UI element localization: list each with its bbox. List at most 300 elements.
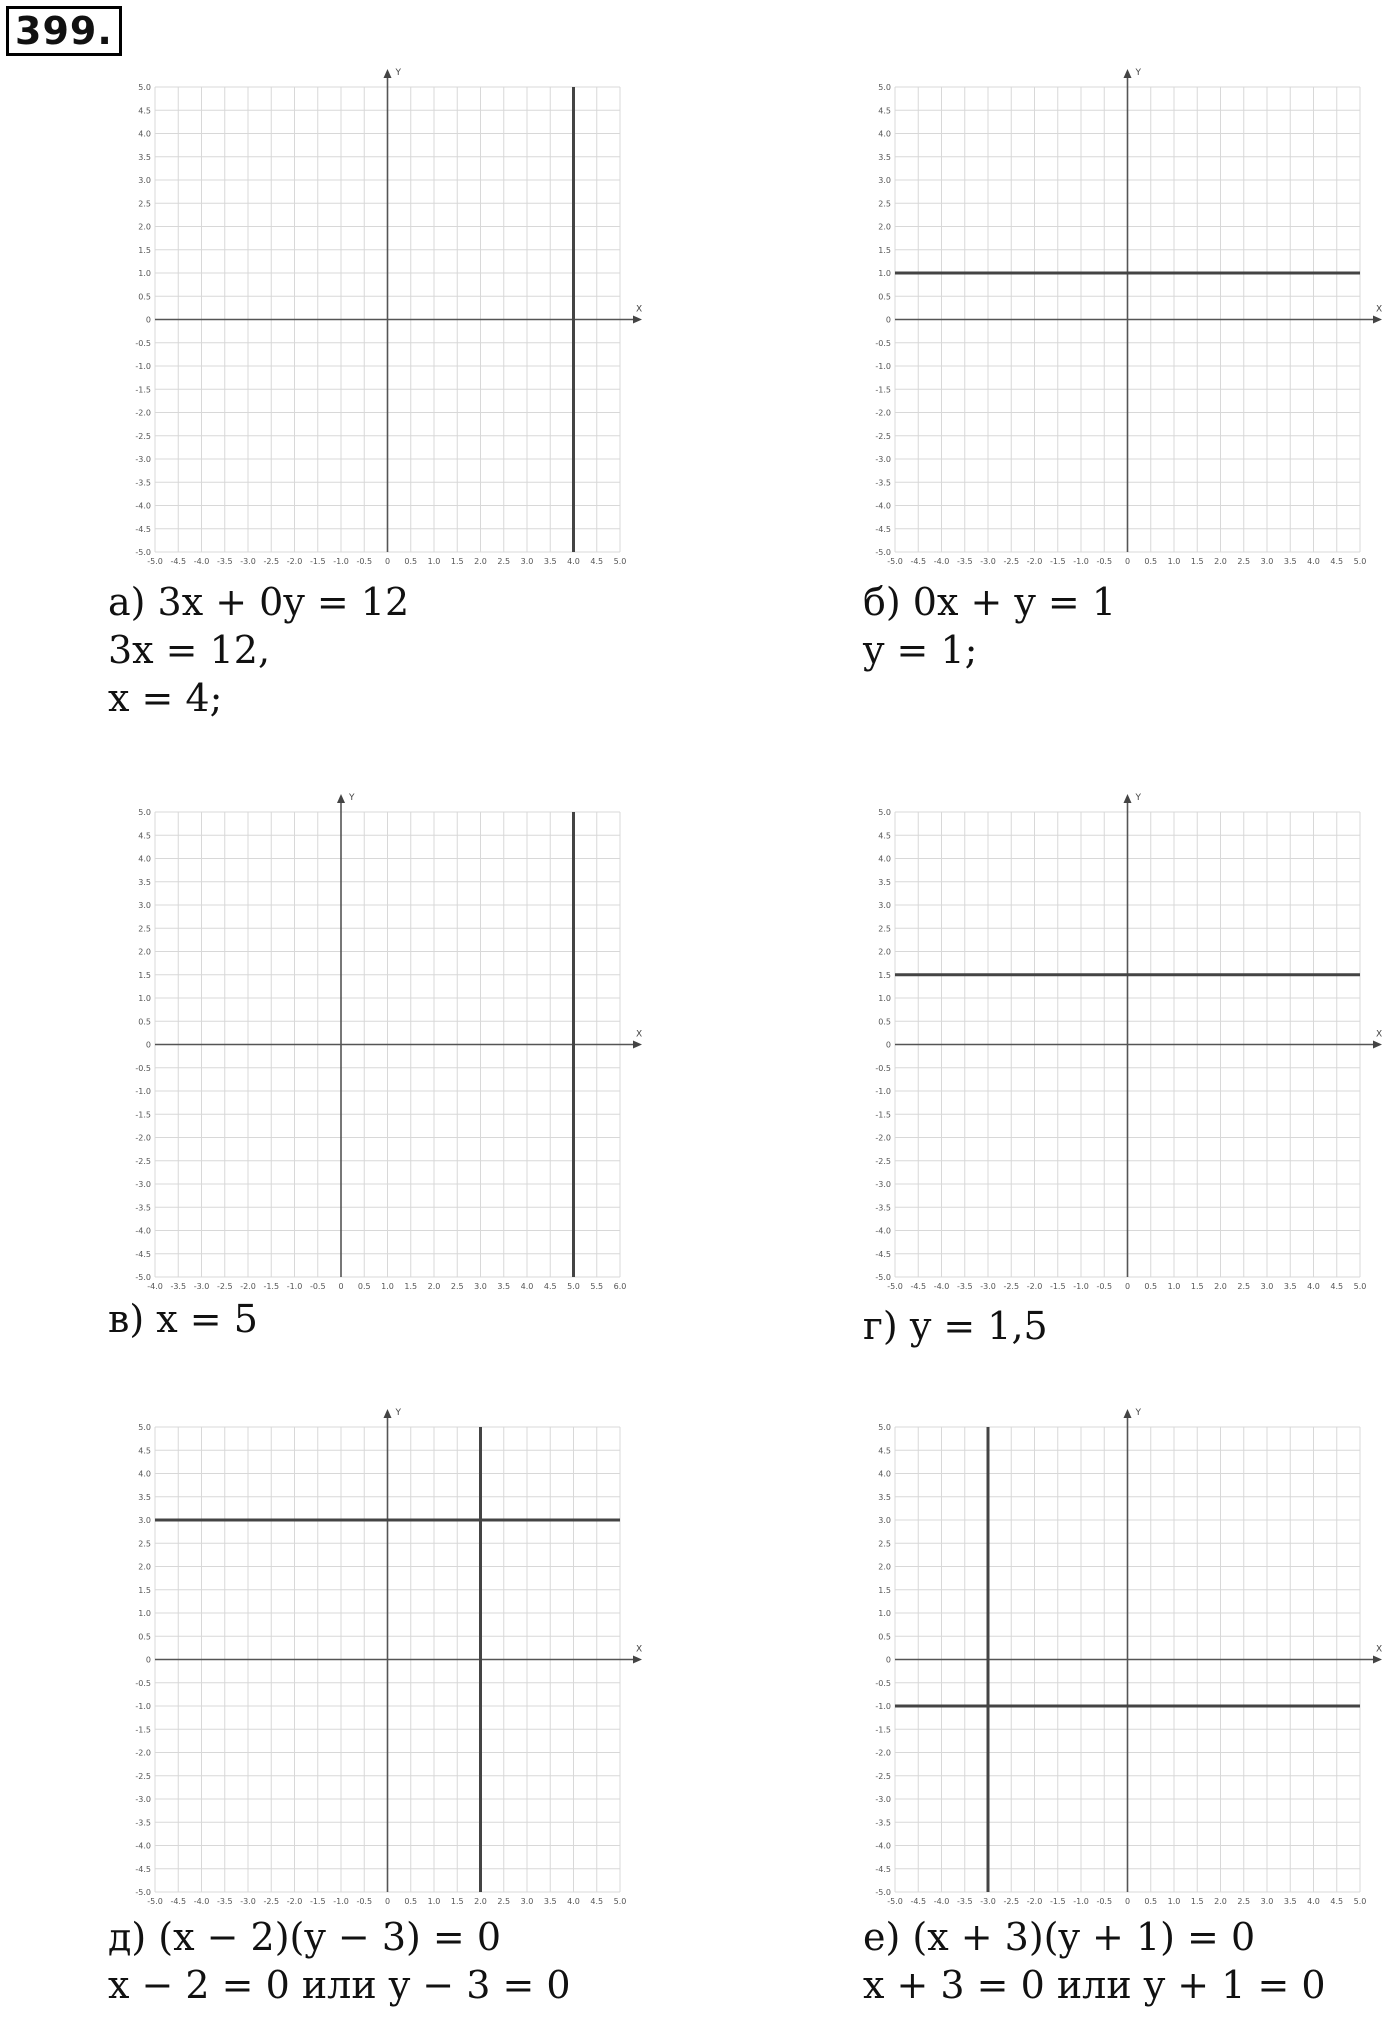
y-tick-label: 0 [145, 315, 151, 325]
x-tick-label: -1.5 [1049, 557, 1066, 566]
x-tick-label: -5.0 [147, 557, 163, 566]
y-tick-label: 2.0 [878, 947, 891, 957]
y-tick-label: 4.5 [878, 831, 891, 841]
y-tick-label: 3.5 [138, 152, 151, 162]
y-tick-label: 3.0 [138, 901, 151, 910]
equation-line: в) x = 5 [108, 1297, 258, 1341]
y-tick-label: -5.0 [135, 548, 151, 557]
x-tick-label: 4.5 [1330, 1282, 1344, 1291]
y-tick-label: 0.5 [878, 292, 891, 302]
x-tick-label: -4.5 [910, 557, 927, 566]
x-tick-label: 4.0 [1307, 1282, 1320, 1291]
y-tick-label: 5.0 [138, 808, 151, 817]
x-tick-label: -1.5 [309, 1897, 326, 1906]
y-tick-label: -1.5 [875, 385, 891, 395]
y-tick-label: 5.0 [878, 808, 891, 817]
x-axis-arrow [633, 1656, 642, 1664]
x-tick-label: 2.5 [1237, 557, 1251, 566]
y-tick-label: -4.0 [875, 1226, 891, 1236]
x-tick-label: -0.5 [1096, 1282, 1113, 1291]
x-tick-label: 4.5 [1330, 557, 1344, 566]
x-tick-label: -2.5 [1003, 1897, 1020, 1906]
y-tick-label: -0.5 [875, 338, 891, 348]
x-tick-label: -3.0 [193, 1282, 210, 1291]
y-tick-label: -3.5 [135, 478, 151, 488]
x-tick-label: -4.0 [933, 557, 950, 566]
x-tick-label: 0 [384, 1897, 391, 1906]
equation-line: а) 3x + 0y = 12 [108, 580, 410, 624]
problem-number: 399. [6, 6, 122, 56]
y-tick-label: -5.0 [875, 548, 891, 557]
y-tick-label: -4.0 [135, 1226, 151, 1236]
x-tick-label: -4.5 [170, 557, 187, 566]
y-tick-label: -1.5 [135, 385, 151, 395]
x-tick-label: -0.5 [309, 1282, 326, 1291]
x-tick-label: 1.5 [1190, 1282, 1204, 1291]
x-tick-label: 3.5 [1283, 1897, 1297, 1906]
y-axis-arrow [384, 1409, 392, 1418]
y-axis-label: Y [349, 793, 355, 803]
y-tick-label: 1.0 [138, 1609, 151, 1618]
y-tick-label: -1.0 [875, 1702, 891, 1711]
x-tick-label: -3.5 [216, 1897, 233, 1906]
x-tick-label: 2.0 [1214, 1282, 1227, 1291]
y-tick-label: -4.5 [875, 1864, 891, 1874]
equation-line: г) y = 1,5 [863, 1304, 1048, 1348]
y-tick-label: 2.0 [878, 1562, 891, 1572]
x-tick-label: 1.5 [1190, 557, 1204, 566]
y-tick-label: -4.0 [875, 1841, 891, 1851]
x-tick-label: 3.5 [1283, 557, 1297, 566]
x-tick-label: 0.5 [357, 1282, 371, 1291]
y-tick-label: -1.5 [135, 1725, 151, 1735]
y-tick-label: 0 [885, 1040, 891, 1050]
y-tick-label: 2.5 [138, 924, 151, 934]
y-tick-label: 4.0 [878, 129, 891, 139]
x-tick-label: 5.0 [567, 1282, 580, 1291]
x-tick-label: -3.5 [956, 1897, 973, 1906]
y-tick-label: -2.5 [135, 1771, 151, 1781]
x-tick-label: 4.0 [567, 1897, 580, 1906]
y-tick-label: 1.0 [138, 269, 151, 278]
x-axis-arrow [1373, 1041, 1382, 1049]
x-tick-label: -2.0 [1026, 557, 1043, 566]
y-axis-label: Y [1135, 68, 1141, 78]
y-tick-label: -3.0 [875, 1180, 891, 1189]
x-tick-label: 1.5 [450, 1897, 464, 1906]
y-tick-label: 3.0 [138, 176, 151, 185]
y-tick-label: 1.5 [138, 1585, 151, 1595]
x-tick-label: 5.0 [613, 557, 627, 566]
x-tick-label: -4.0 [147, 1282, 163, 1291]
y-tick-label: 4.0 [138, 129, 151, 139]
x-tick-label: 1.5 [1190, 1897, 1204, 1906]
x-tick-label: 2.5 [497, 557, 511, 566]
y-tick-label: -0.5 [875, 1063, 891, 1073]
y-tick-label: 3.5 [138, 877, 151, 887]
x-tick-label: 1.5 [404, 1282, 418, 1291]
x-tick-label: -4.0 [933, 1897, 950, 1906]
x-tick-label: 2.5 [497, 1897, 511, 1906]
y-tick-label: 1.5 [138, 245, 151, 255]
y-tick-label: 3.0 [138, 1516, 151, 1525]
y-tick-label: 3.5 [878, 152, 891, 162]
x-tick-label: -0.5 [1096, 1897, 1113, 1906]
y-tick-label: 1.5 [138, 970, 151, 980]
y-tick-label: 0 [885, 1655, 891, 1665]
x-tick-label: -5.0 [147, 1897, 163, 1906]
y-tick-label: 2.5 [878, 924, 891, 934]
equation-part-d [108, 1913, 571, 2009]
y-tick-label: -3.5 [875, 1818, 891, 1828]
y-tick-label: 0.5 [138, 1632, 151, 1642]
x-tick-label: 3.5 [543, 557, 557, 566]
y-axis-label: Y [395, 1408, 401, 1418]
x-tick-label: 3.0 [520, 1897, 534, 1906]
x-tick-label: -2.5 [1003, 1282, 1020, 1291]
x-axis-label: X [1376, 1029, 1383, 1040]
y-tick-label: -3.0 [135, 455, 151, 464]
x-tick-label: 3.5 [497, 1282, 511, 1291]
x-axis-arrow [1373, 316, 1382, 324]
x-tick-label: -0.5 [356, 1897, 373, 1906]
y-tick-label: 4.0 [878, 854, 891, 864]
y-tick-label: 2.0 [138, 1562, 151, 1572]
x-tick-label: 4.0 [1307, 1897, 1320, 1906]
x-tick-label: 4.0 [1307, 557, 1320, 566]
x-axis-label: X [1376, 1644, 1383, 1655]
x-tick-label: 4.0 [567, 557, 580, 566]
y-axis-arrow [384, 69, 392, 78]
y-tick-label: 2.5 [878, 199, 891, 209]
x-tick-label: -2.5 [263, 557, 280, 566]
y-tick-label: -4.0 [135, 501, 151, 511]
y-tick-label: 2.0 [138, 222, 151, 232]
y-tick-label: 1.0 [878, 994, 891, 1003]
y-tick-label: 2.5 [878, 1539, 891, 1549]
y-tick-label: 1.0 [878, 1609, 891, 1618]
x-axis-arrow [633, 1041, 642, 1049]
x-tick-label: 1.0 [1167, 1282, 1181, 1291]
y-tick-label: -5.0 [135, 1888, 151, 1897]
y-tick-label: -1.5 [875, 1110, 891, 1120]
y-tick-label: 3.0 [878, 176, 891, 185]
equation-line: е) (x + 3)(y + 1) = 0 [863, 1915, 1256, 1959]
x-tick-label: 1.0 [1167, 1897, 1181, 1906]
equation-part-v [108, 1295, 258, 1343]
equation-line: x + 3 = 0 или y + 1 = 0 [863, 1963, 1326, 2007]
x-tick-label: 2.0 [474, 557, 487, 566]
y-tick-label: -1.0 [135, 362, 151, 371]
x-tick-label: 2.0 [427, 1282, 441, 1291]
x-tick-label: -3.0 [240, 1897, 256, 1906]
y-tick-label: 4.5 [138, 831, 151, 841]
y-tick-label: -2.0 [875, 1133, 891, 1143]
graph-part-b [850, 55, 1390, 585]
y-tick-label: -3.0 [135, 1180, 151, 1189]
x-tick-label: -3.5 [170, 1282, 187, 1291]
x-tick-label: 6.0 [613, 1282, 627, 1291]
x-tick-label: 2.5 [450, 1282, 464, 1291]
x-tick-label: 2.0 [1214, 557, 1227, 566]
x-tick-label: -1.5 [1049, 1897, 1066, 1906]
y-tick-label: 1.5 [878, 1585, 891, 1595]
x-tick-label: -2.5 [263, 1897, 280, 1906]
x-tick-label: -0.5 [356, 557, 373, 566]
y-tick-label: 3.0 [878, 901, 891, 910]
y-tick-label: 4.5 [878, 106, 891, 116]
x-tick-label: 5.0 [1353, 557, 1367, 566]
x-tick-label: -2.0 [1026, 1897, 1043, 1906]
x-tick-label: 0.5 [404, 557, 418, 566]
x-tick-label: 2.0 [474, 1897, 487, 1906]
y-tick-label: -5.0 [875, 1888, 891, 1897]
x-axis-label: X [1376, 304, 1383, 315]
equation-line: x = 4; [108, 676, 223, 720]
y-tick-label: -3.0 [875, 455, 891, 464]
y-tick-label: -4.5 [875, 524, 891, 534]
equation-line: д) (x − 2)(y − 3) = 0 [108, 1915, 502, 1959]
y-axis-label: Y [1135, 793, 1141, 803]
y-tick-label: -3.5 [135, 1818, 151, 1828]
x-tick-label: 3.5 [543, 1897, 557, 1906]
x-tick-label: 2.0 [1214, 1897, 1227, 1906]
graph-part-a [110, 55, 650, 585]
x-tick-label: -1.5 [263, 1282, 280, 1291]
x-tick-label: -1.0 [1073, 1282, 1089, 1291]
x-tick-label: -4.0 [193, 557, 210, 566]
y-axis-arrow [1124, 1409, 1132, 1418]
x-tick-label: 1.5 [450, 557, 464, 566]
equation-part-a [108, 578, 409, 722]
y-tick-label: 4.0 [138, 1469, 151, 1479]
y-tick-label: 1.0 [138, 994, 151, 1003]
equation-line: б) 0x + y = 1 [863, 580, 1117, 624]
y-tick-label: -2.0 [875, 1748, 891, 1758]
x-axis-label: X [636, 1029, 643, 1040]
y-tick-label: 1.5 [878, 970, 891, 980]
graph-part-e [850, 1395, 1390, 1925]
x-tick-label: 0 [1124, 1897, 1131, 1906]
x-tick-label: -2.5 [216, 1282, 233, 1291]
y-tick-label: 3.0 [878, 1516, 891, 1525]
x-tick-label: 0.5 [1144, 1282, 1158, 1291]
x-tick-label: 5.0 [613, 1897, 627, 1906]
x-tick-label: -1.0 [1073, 1897, 1089, 1906]
y-tick-label: -1.0 [875, 1087, 891, 1096]
x-tick-label: -2.5 [1003, 557, 1020, 566]
y-tick-label: 0 [145, 1040, 151, 1050]
x-tick-label: 2.5 [1237, 1897, 1251, 1906]
x-tick-label: -4.0 [193, 1897, 210, 1906]
x-axis-label: X [636, 304, 643, 315]
x-tick-label: 4.5 [590, 1897, 604, 1906]
y-axis-arrow [1124, 69, 1132, 78]
y-tick-label: 3.5 [878, 877, 891, 887]
y-tick-label: -2.5 [135, 1156, 151, 1166]
x-tick-label: 5.5 [590, 1282, 604, 1291]
x-tick-label: -4.5 [910, 1897, 927, 1906]
graph-part-g [850, 780, 1390, 1310]
x-tick-label: 4.5 [590, 557, 604, 566]
x-tick-label: 4.5 [543, 1282, 557, 1291]
x-tick-label: 3.5 [1283, 1282, 1297, 1291]
y-tick-label: -0.5 [875, 1678, 891, 1688]
y-tick-label: 4.5 [878, 1446, 891, 1456]
x-tick-label: 3.0 [1260, 1282, 1274, 1291]
x-tick-label: 5.0 [1353, 1897, 1367, 1906]
x-tick-label: 4.5 [1330, 1897, 1344, 1906]
x-tick-label: -3.0 [980, 557, 996, 566]
y-tick-label: -4.5 [135, 524, 151, 534]
y-tick-label: -4.0 [135, 1841, 151, 1851]
x-tick-label: 2.5 [1237, 1282, 1251, 1291]
y-tick-label: -2.0 [875, 408, 891, 418]
equation-line: 3x = 12, [108, 628, 271, 672]
x-tick-label: 0 [1124, 557, 1131, 566]
x-tick-label: 3.0 [1260, 1897, 1274, 1906]
x-tick-label: -5.0 [887, 1282, 903, 1291]
x-tick-label: 1.0 [1167, 557, 1181, 566]
y-tick-label: 0.5 [878, 1632, 891, 1642]
y-tick-label: 4.0 [138, 854, 151, 864]
y-tick-label: -2.0 [135, 408, 151, 418]
x-tick-label: 3.0 [1260, 557, 1274, 566]
y-tick-label: 0 [885, 315, 891, 325]
y-tick-label: -5.0 [135, 1273, 151, 1282]
y-tick-label: -5.0 [875, 1273, 891, 1282]
x-tick-label: -4.5 [170, 1897, 187, 1906]
y-tick-label: -2.0 [135, 1748, 151, 1758]
x-tick-label: -1.0 [333, 1897, 349, 1906]
y-axis-label: Y [1135, 1408, 1141, 1418]
x-axis-arrow [1373, 1656, 1382, 1664]
x-tick-label: -1.0 [333, 557, 349, 566]
y-tick-label: 0.5 [138, 1017, 151, 1027]
x-tick-label: 3.0 [520, 557, 534, 566]
y-tick-label: 4.5 [138, 1446, 151, 1456]
x-tick-label: -2.0 [1026, 1282, 1043, 1291]
equation-part-b [863, 578, 1116, 674]
x-tick-label: 0 [384, 557, 391, 566]
x-tick-label: -4.5 [910, 1282, 927, 1291]
y-axis-arrow [1124, 794, 1132, 803]
x-tick-label: 1.0 [427, 557, 441, 566]
x-tick-label: -0.5 [1096, 557, 1113, 566]
x-tick-label: 0.5 [404, 1897, 418, 1906]
y-tick-label: -4.5 [875, 1249, 891, 1259]
x-tick-label: 0.5 [1144, 557, 1158, 566]
x-tick-label: -2.0 [286, 1897, 303, 1906]
x-tick-label: 4.0 [520, 1282, 534, 1291]
x-tick-label: 1.0 [427, 1897, 441, 1906]
y-tick-label: 0.5 [138, 292, 151, 302]
x-tick-label: 5.0 [1353, 1282, 1367, 1291]
x-axis-arrow [633, 316, 642, 324]
y-tick-label: 1.0 [878, 269, 891, 278]
y-tick-label: 4.0 [878, 1469, 891, 1479]
y-tick-label: -2.5 [135, 431, 151, 441]
x-tick-label: -5.0 [887, 1897, 903, 1906]
y-tick-label: 5.0 [878, 1423, 891, 1432]
equation-line: y = 1; [863, 628, 978, 672]
x-tick-label: -3.0 [240, 557, 256, 566]
y-tick-label: -2.5 [875, 1771, 891, 1781]
x-tick-label: -4.0 [933, 1282, 950, 1291]
x-tick-label: -5.0 [887, 557, 903, 566]
y-tick-label: -4.5 [135, 1864, 151, 1874]
graph-part-d [110, 1395, 650, 1925]
x-tick-label: -3.5 [956, 1282, 973, 1291]
x-tick-label: -1.0 [1073, 557, 1089, 566]
x-tick-label: -2.0 [240, 1282, 256, 1291]
y-axis-arrow [337, 794, 345, 803]
y-tick-label: 2.0 [138, 947, 151, 957]
y-tick-label: 5.0 [138, 83, 151, 92]
y-tick-label: -3.0 [875, 1795, 891, 1804]
y-tick-label: 0.5 [878, 1017, 891, 1027]
y-tick-label: -1.5 [875, 1725, 891, 1735]
x-tick-label: -3.5 [216, 557, 233, 566]
x-tick-label: -2.0 [286, 557, 303, 566]
y-tick-label: -2.5 [875, 1156, 891, 1166]
y-tick-label: 5.0 [878, 83, 891, 92]
y-tick-label: -1.0 [135, 1702, 151, 1711]
graph-part-v [110, 780, 650, 1310]
y-tick-label: 2.0 [878, 222, 891, 232]
y-tick-label: -0.5 [135, 1678, 151, 1688]
y-tick-label: 3.5 [878, 1492, 891, 1502]
x-tick-label: 0.5 [1144, 1897, 1158, 1906]
y-tick-label: 5.0 [138, 1423, 151, 1432]
x-tick-label: -3.5 [956, 557, 973, 566]
y-tick-label: -0.5 [135, 1063, 151, 1073]
x-tick-label: 1.0 [381, 1282, 394, 1291]
y-tick-label: -3.5 [875, 1203, 891, 1213]
y-tick-label: -0.5 [135, 338, 151, 348]
y-tick-label: 3.5 [138, 1492, 151, 1502]
y-tick-label: -2.5 [875, 431, 891, 441]
x-tick-label: -3.0 [980, 1282, 996, 1291]
y-tick-label: -1.0 [875, 362, 891, 371]
x-tick-label: 3.0 [474, 1282, 487, 1291]
y-axis-label: Y [395, 68, 401, 78]
y-tick-label: 4.5 [138, 106, 151, 116]
y-tick-label: -3.5 [135, 1203, 151, 1213]
y-tick-label: -1.5 [135, 1110, 151, 1120]
x-tick-label: 0 [1124, 1282, 1131, 1291]
x-tick-label: -1.5 [1049, 1282, 1066, 1291]
y-tick-label: 1.5 [878, 245, 891, 255]
y-tick-label: 0 [145, 1655, 151, 1665]
y-tick-label: -4.0 [875, 501, 891, 511]
y-tick-label: 2.5 [138, 199, 151, 209]
y-tick-label: -2.0 [135, 1133, 151, 1143]
x-tick-label: -1.5 [309, 557, 326, 566]
equation-part-g [863, 1302, 1048, 1350]
equation-line: x − 2 = 0 или y − 3 = 0 [108, 1963, 571, 2007]
equation-part-e [863, 1913, 1326, 2009]
x-tick-label: 0 [338, 1282, 344, 1291]
y-tick-label: -3.5 [875, 478, 891, 488]
y-tick-label: -4.5 [135, 1249, 151, 1259]
y-tick-label: -1.0 [135, 1087, 151, 1096]
x-tick-label: -1.0 [286, 1282, 303, 1291]
x-axis-label: X [636, 1644, 643, 1655]
y-tick-label: -3.0 [135, 1795, 151, 1804]
y-tick-label: 2.5 [138, 1539, 151, 1549]
x-tick-label: -3.0 [980, 1897, 996, 1906]
